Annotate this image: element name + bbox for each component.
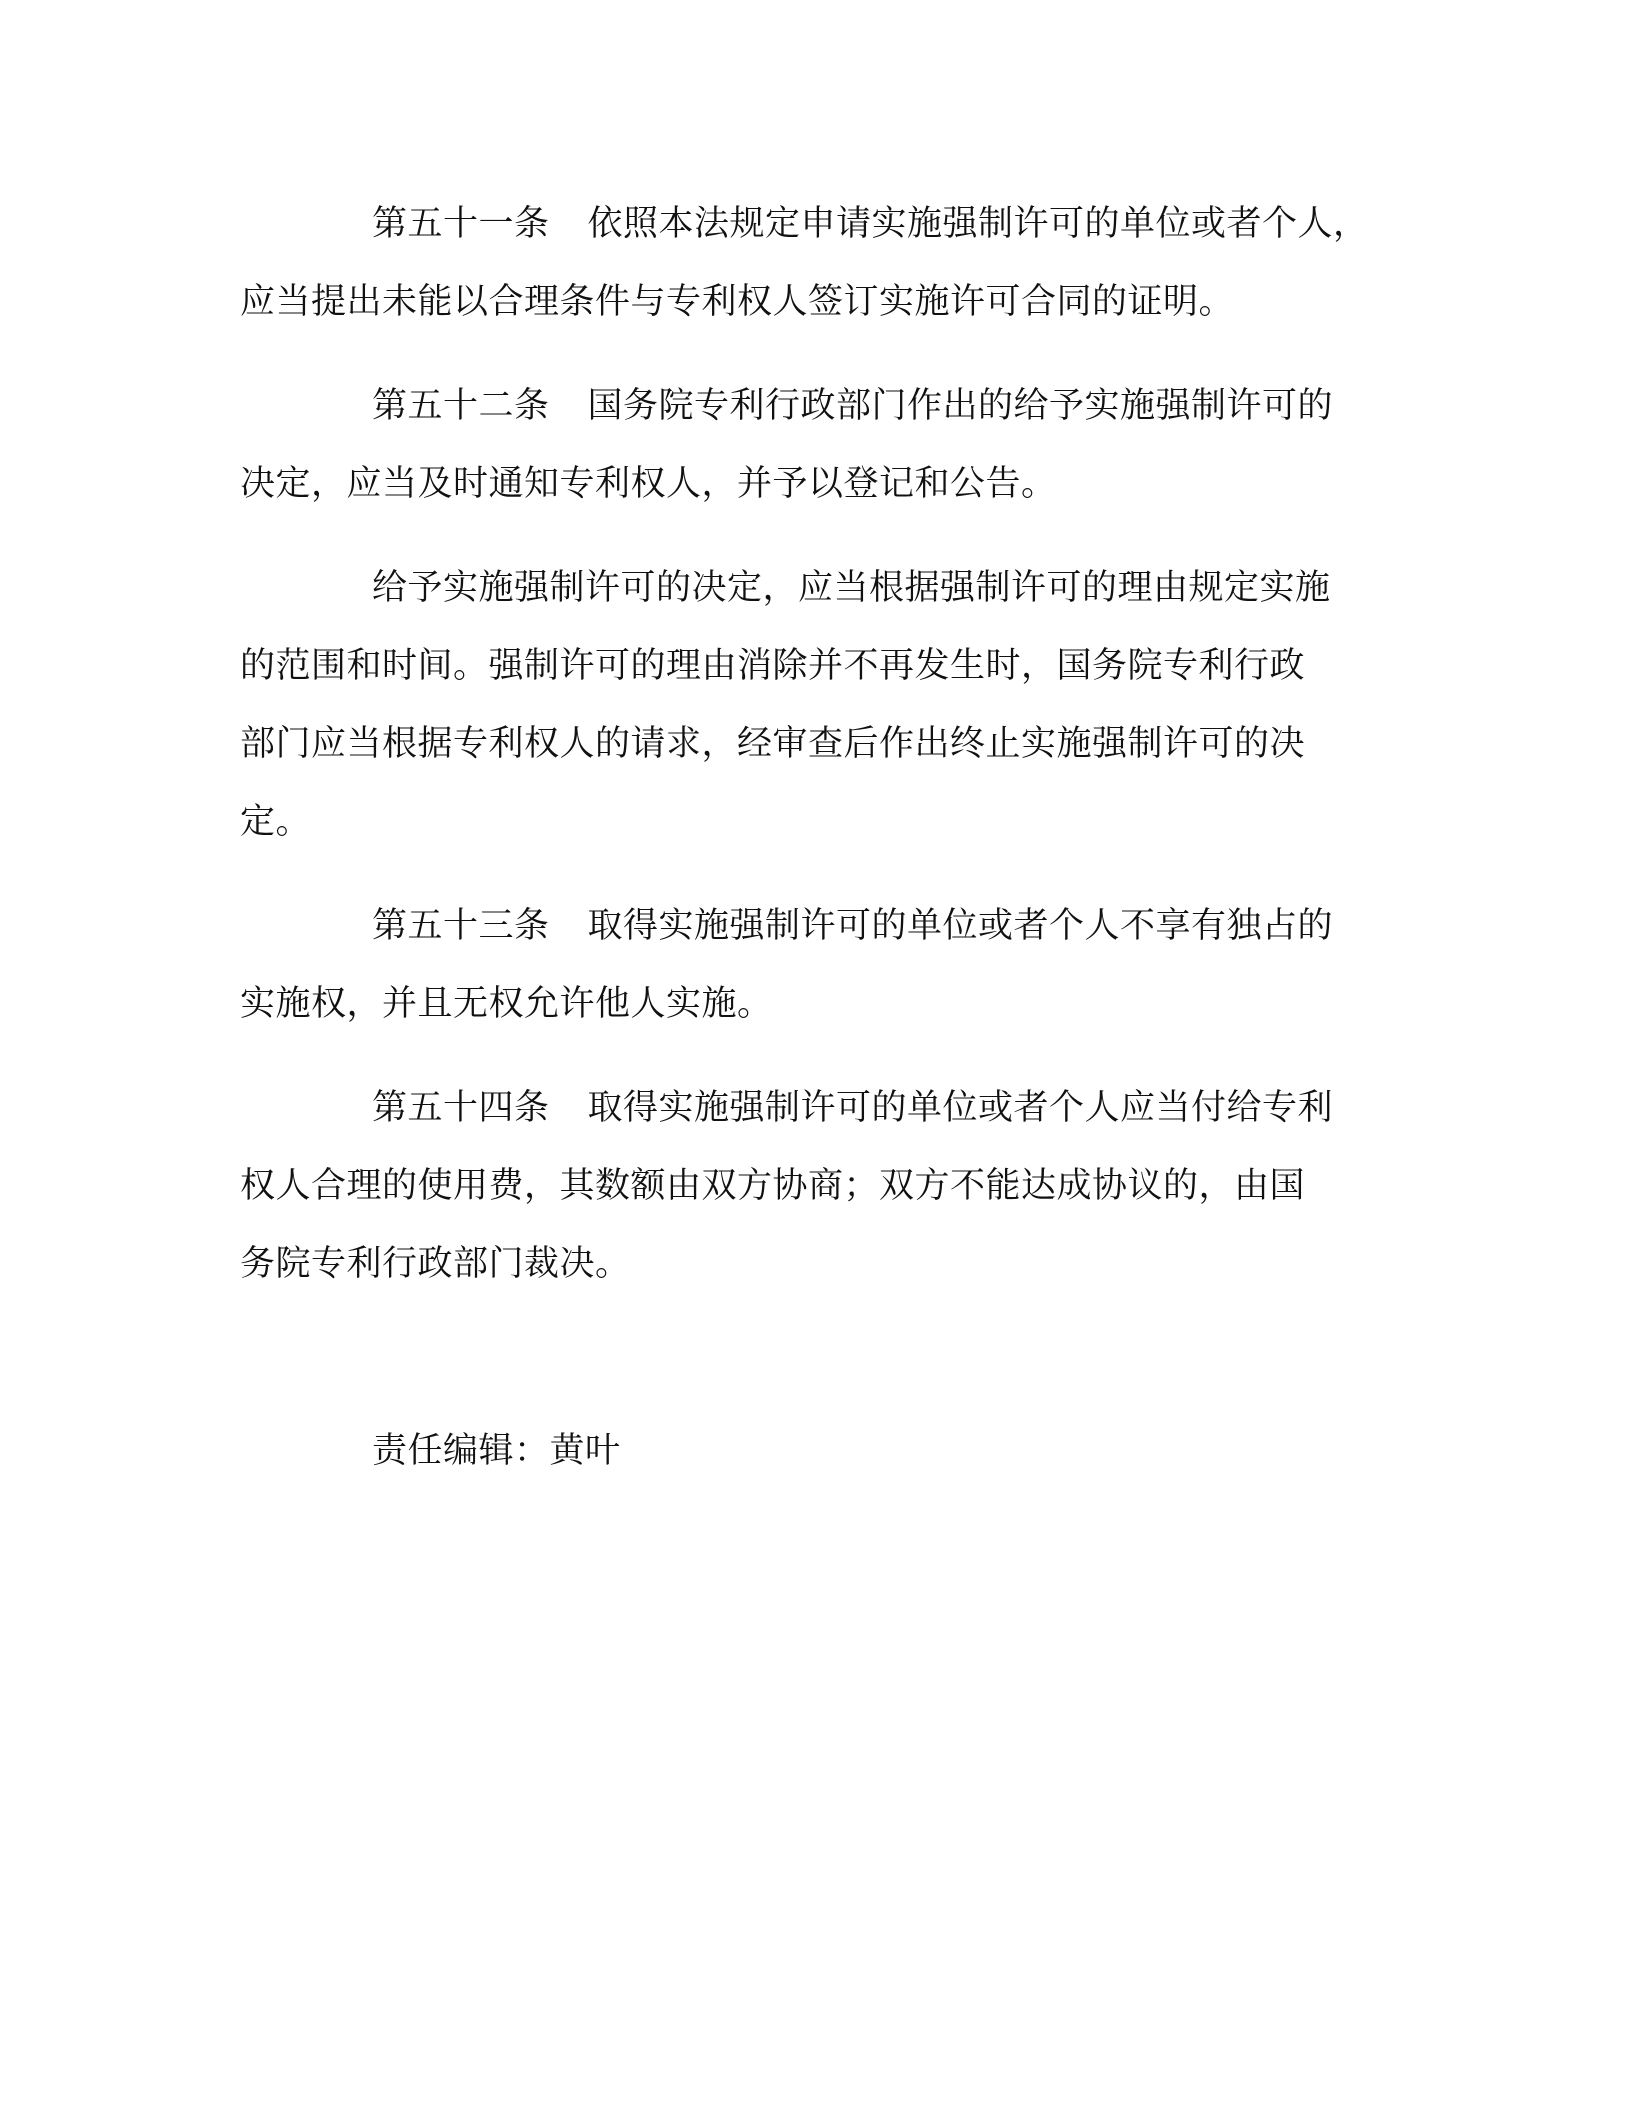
article-number: 第五十一条 <box>372 204 550 244</box>
article-52 <box>240 367 1420 523</box>
paragraph-line: 应当提出未能以合理条件与专利权人签订实施许可合同的证明。 <box>240 282 1235 322</box>
paragraph-line: 务院专利行政部门裁决。 <box>240 1244 631 1284</box>
paragraph-first-line <box>240 185 1420 263</box>
article-number: 第五十四条 <box>372 1088 550 1128</box>
article-text: 取得实施强制许可的单位或者个人应当付给专利 <box>587 1088 1334 1128</box>
paragraph-first-line: 给予实施强制许可的决定，应当根据强制许可的理由规定实施 <box>372 568 1331 608</box>
paragraph-line: 权人合理的使用费，其数额由双方协商；双方不能达成协议的，由国 <box>240 1166 1306 1206</box>
paragraph-line: 定。 <box>240 802 312 842</box>
paragraph-line: 实施权，并且无权允许他人实施。 <box>240 984 773 1024</box>
responsible-editor: 责任编辑：黄叶 <box>372 1431 621 1471</box>
article-text: 依照本法规定申请实施强制许可的单位或者个人， <box>587 204 1369 244</box>
paragraph-first-line <box>240 887 1420 965</box>
paragraph-first-line <box>240 1069 1420 1147</box>
article-51 <box>240 185 1420 341</box>
article-text: 取得实施强制许可的单位或者个人不享有独占的 <box>587 906 1334 946</box>
article-54 <box>240 1069 1420 1303</box>
document-body <box>240 185 1420 1329</box>
article-52-paragraph-2 <box>240 549 1420 861</box>
paragraph-first-line <box>240 367 1420 445</box>
paragraph-line: 决定，应当及时通知专利权人，并予以登记和公告。 <box>240 464 1057 504</box>
article-number: 第五十三条 <box>372 906 550 946</box>
article-number: 第五十二条 <box>372 386 550 426</box>
paragraph-line: 的范围和时间。强制许可的理由消除并不再发生时，国务院专利行政 <box>240 646 1306 686</box>
article-text: 国务院专利行政部门作出的给予实施强制许可的 <box>587 386 1334 426</box>
paragraph-line: 部门应当根据专利权人的请求，经审查后作出终止实施强制许可的决 <box>240 724 1306 764</box>
article-53 <box>240 887 1420 1043</box>
